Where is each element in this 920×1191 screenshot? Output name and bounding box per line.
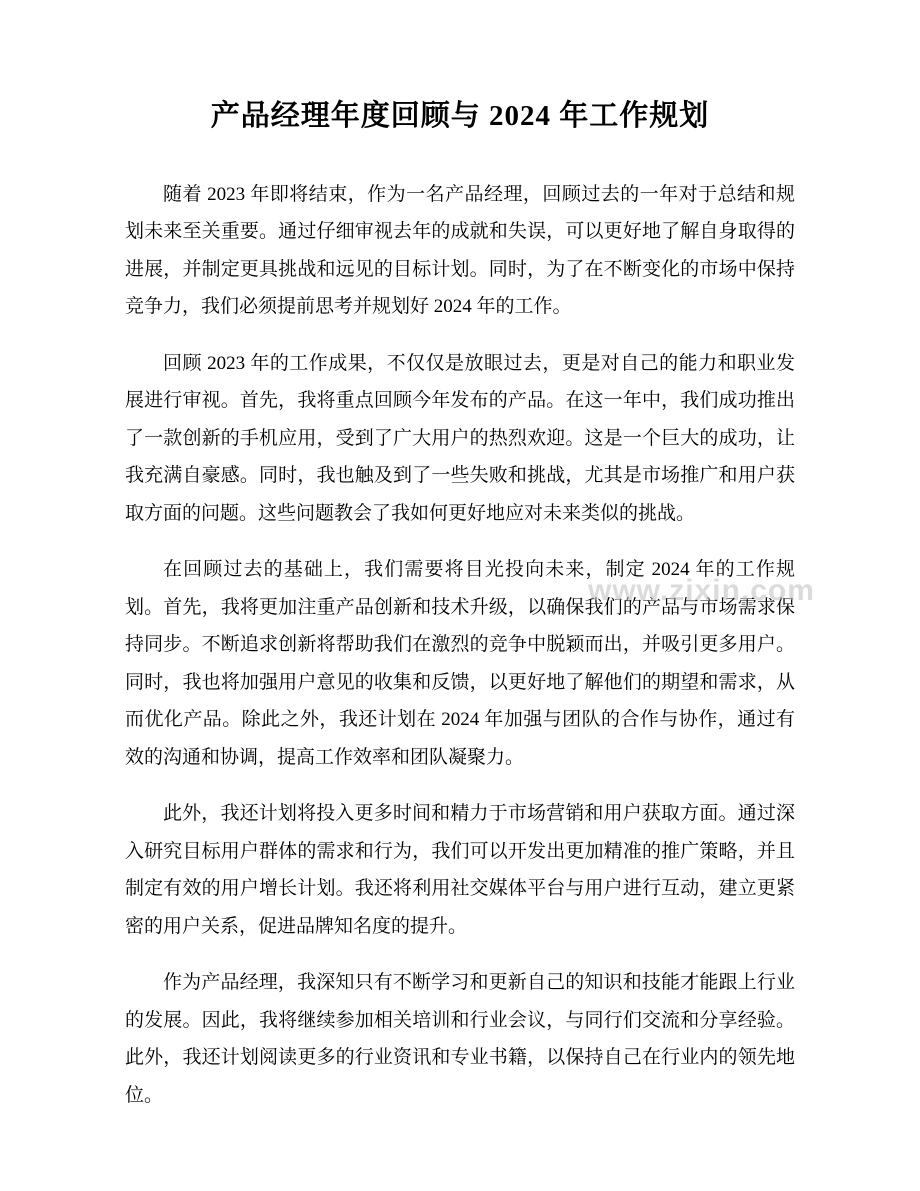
document-title: 产品经理年度回顾与 2024 年工作规划 [210,100,710,132]
paragraph-2024-plan: 在回顾过去的基础上，我们需要将目光投向未来，制定 2024 年的工作规划。首先，我将更加注重产品创新和技术升级，以确保我们的产品与市场需求保持同步。不断追求创新将帮助我们在激烈的竞争中脱颖而出，并吸引更多用户。同时，我也将加强用户意见的收集和反馈，以更好地了解他们的期望和需求，从而优化产品。除此之外，我还计划在 2024 年加强与团队的合作与协作，通过有效的沟通和协调，提高工作效率和团队凝聚力。 [125,559,795,768]
paragraph-marketing: 此外，我还计划将投入更多时间和精力于市场营销和用户获取方面。通过深入研究目标用户群体的需求和行为，我们可以开发出更加精准的推广策略，并且制定有效的用户增长计划。我还将利用社交媒体平台与用户进行互动，建立更紧密的用户关系，促进品牌知名度的提升。 [125,803,795,937]
paragraph-intro: 随着 2023 年即将结束，作为一名产品经理，回顾过去的一年对于总结和规划未来至关重要。通过仔细审视去年的成就和失误，可以更好地了解自身取得的进展，并制定更具挑战和远见的目标计划。同时，为了在不断变化的市场中保持竞争力，我们必须提前思考并规划好 2024 年的工作。 [125,183,795,318]
paragraph-learning: 作为产品经理，我深知只有不断学习和更新自己的知识和技能才能跟上行业的发展。因此，我将继续参加相关培训和行业会议，与同行们交流和分享经验。此外，我还计划阅读更多的行业资讯和专业书籍，以保持自己在行业内的领先地位。 [125,972,795,1106]
paragraph-2023-review: 回顾 2023 年的工作成果，不仅仅是放眼过去，更是对自己的能力和职业发展进行审视。首先，我将重点回顾今年发布的产品。在这一年中，我们成功推出了一款创新的手机应用，受到了广大用户的热烈欢迎。这是一个巨大的成功，让我充满自豪感。同时，我也触及到了一些失败和挑战，尤其是市场推广和用户获取方面的问题。这些问题教会了我如何更好地应对未来类似的挑战。 [125,352,795,524]
site-watermark: www.zixin.com [588,574,815,607]
